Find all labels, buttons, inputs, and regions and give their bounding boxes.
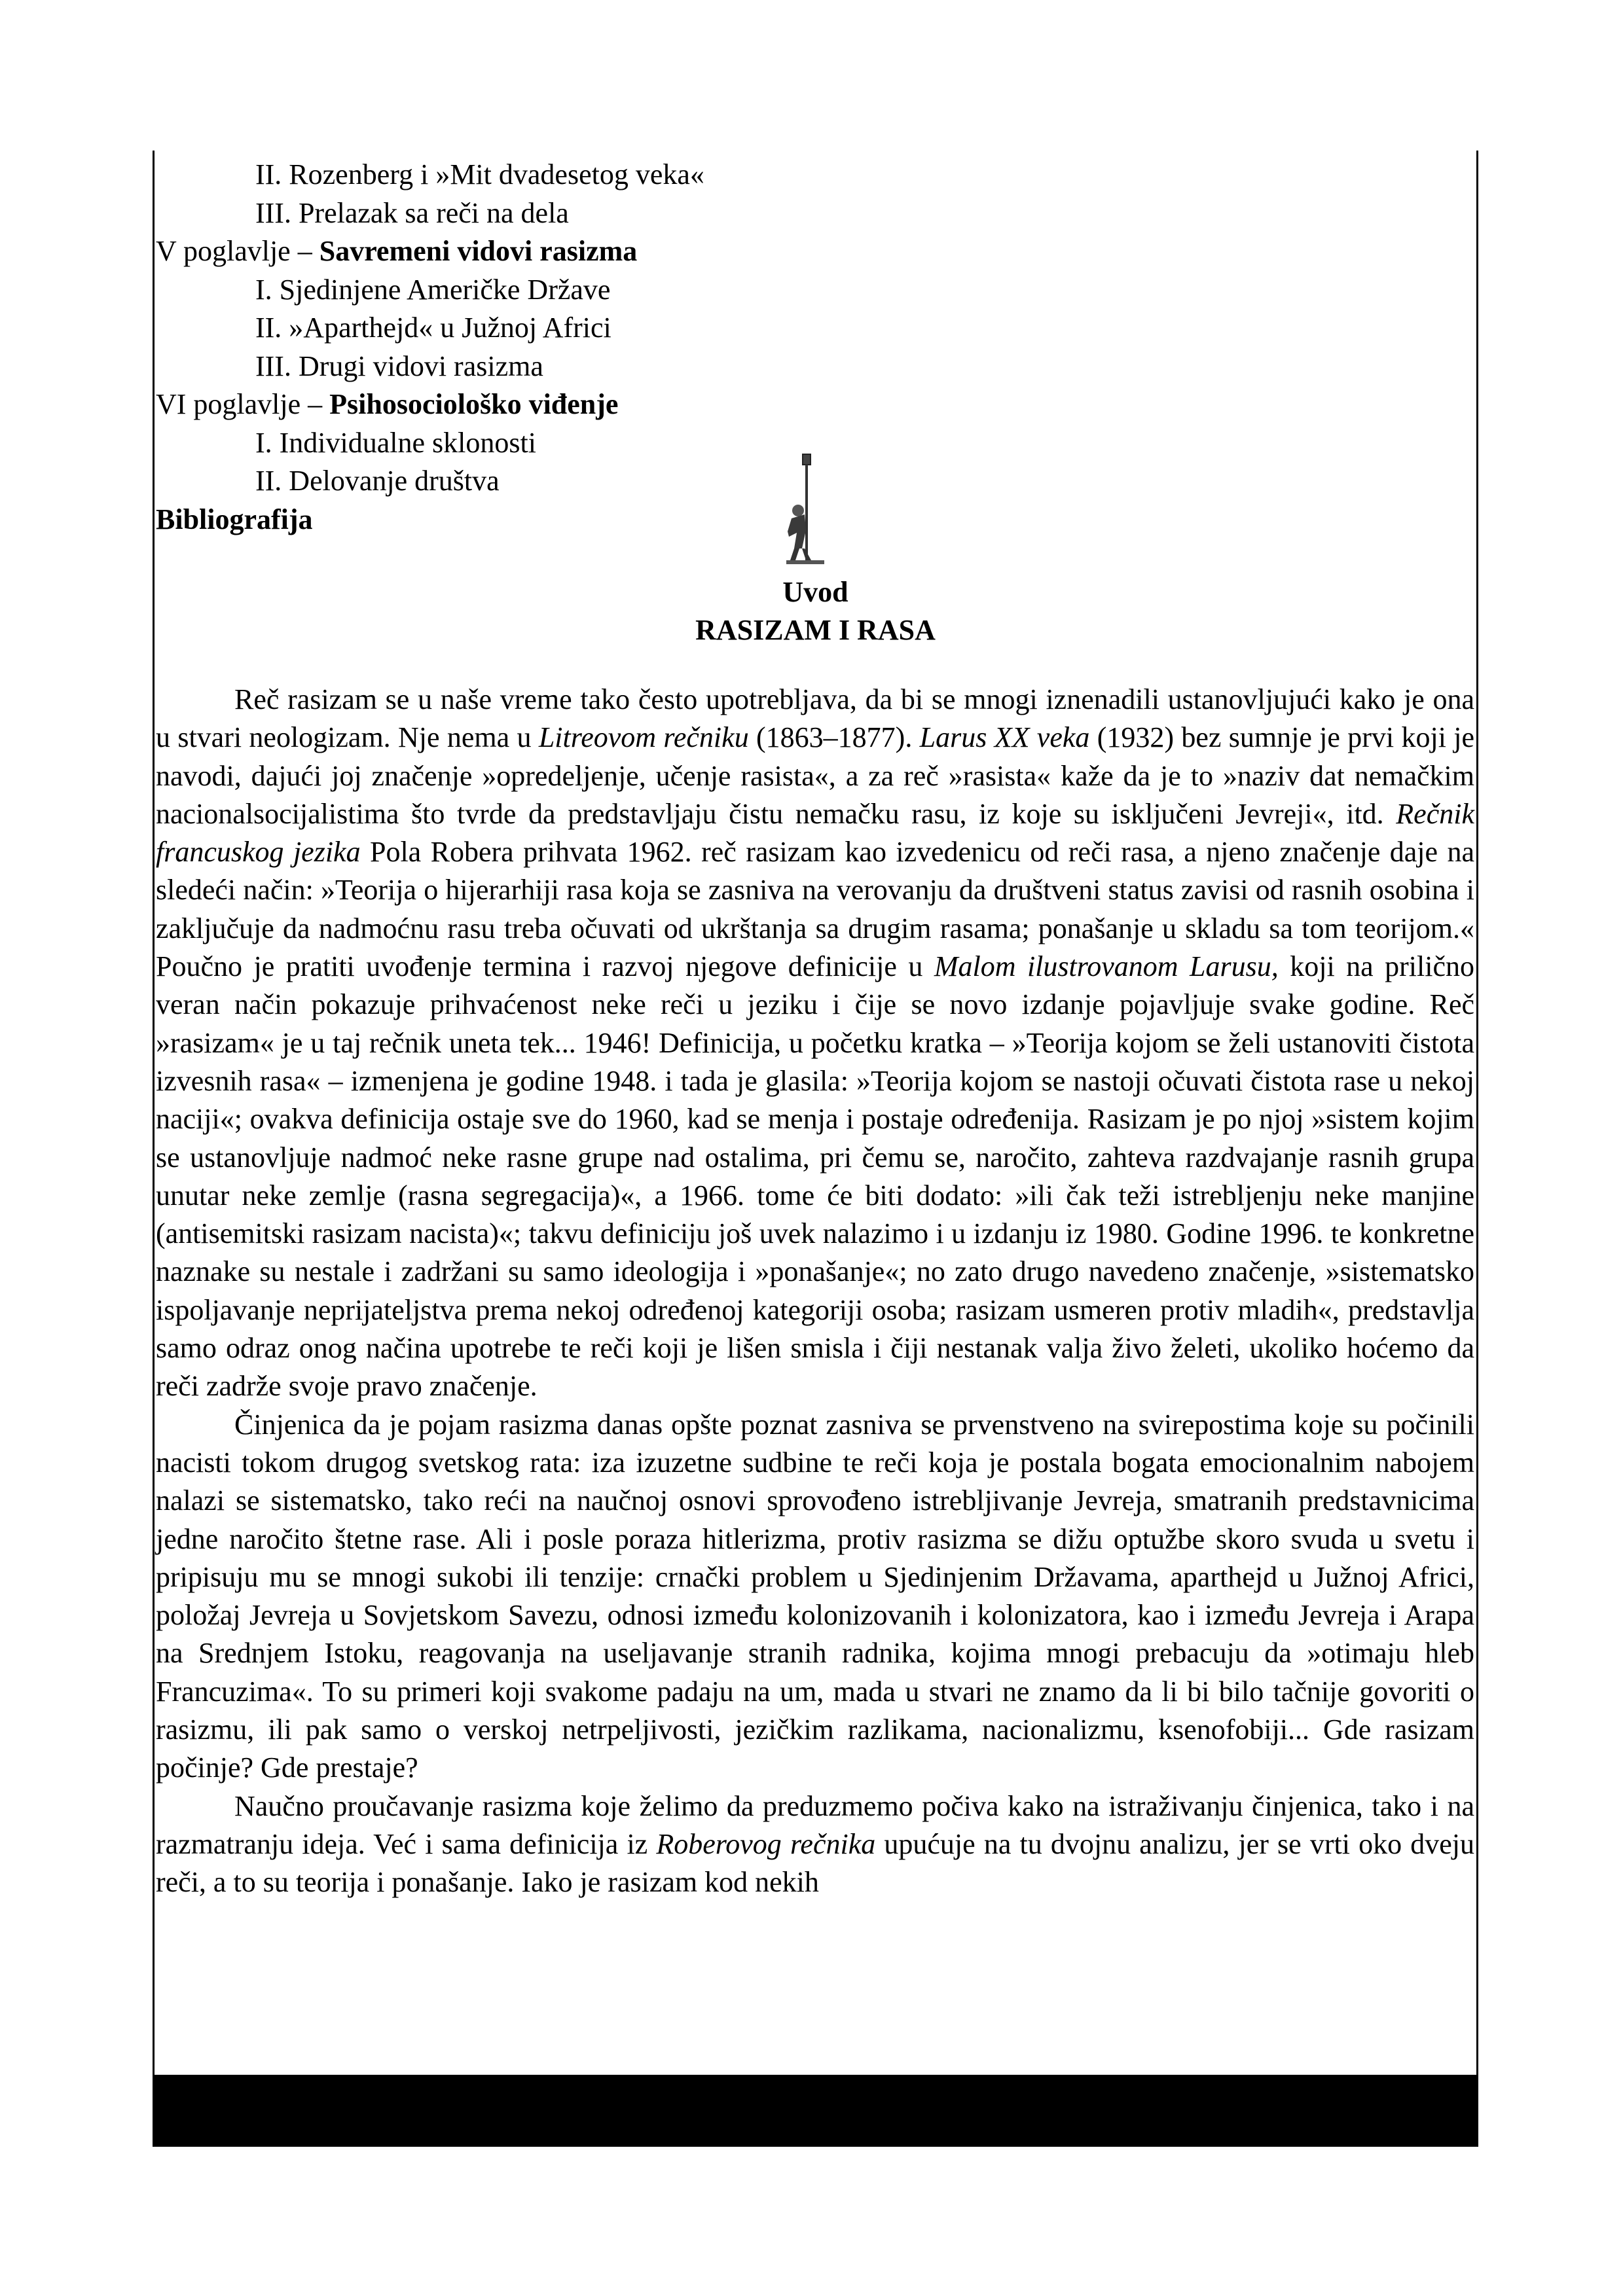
text-run: Pola Robera prihvata 1962. reč rasizam kao izvedenicu od reči rasa, a njeno značenje daje na sledeći način: »Teorija o hijerarhiji rasa koja se zasniva na verovanju da društveni status zavisi od rasnih osobina i zaključuje da nadmoćnu rasu treba očuvati od ukrštanja sa drugim rasama; ponašanje u skladu sa tom teorijom.« Poučno je pratiti uvođenje termina i razvoj njegove definicije u [156, 836, 1474, 983]
paragraph [156, 681, 1474, 1406]
toc-item: I. Individualne sklonosti [255, 426, 536, 459]
text-run: Reč rasizam se u naše vreme tako često upotrebljava, da bi se mnogi iznenadili ustanovljujući kako je ona u stvari neologizam. Nje nema u [156, 683, 1474, 754]
text-run: upućuje na tu dvojnu analizu, jer se vrti oko dveju reči, a to su teorija i ponašanje. Iako je rasizam kod nekih [156, 1827, 1474, 1899]
text-run: (1932) bez sumnje je prvi koji je navodi, dajući joj značenje »opredeljenje, učenje rasista«, a za reč »rasista« kaže da je to »naziv dat nemačkim nacionalsocijalistima što tvrde da predstavljaju čistu nemačku rasu, iz koje su isključeni Jevreji«, itd. [156, 721, 1474, 830]
italic-title: Larus XX veka [919, 721, 1090, 754]
toc-item: I. Sjedinjene Američke Države [255, 273, 611, 306]
italic-title: Rečnik francuskog jezika [156, 797, 1474, 869]
paragraph [156, 1787, 1474, 1902]
toc-chapter-prefix: VI poglavlje – [156, 388, 330, 420]
section-heading-title: RASIZAM I RASA [695, 614, 936, 646]
text-run: Naučno proučavanje rasizma koje želimo da preduzmemo počiva kako na istraživanju činjenica, tako i na razmatranju ideja. Već i sama definicija iz [156, 1789, 1474, 1860]
toc-chapter-heading [156, 386, 1472, 424]
toc-chapter-prefix: V poglavlje – [156, 235, 319, 267]
section-heading-intro: Uvod [782, 576, 848, 608]
italic-title: Litreovom rečniku [538, 721, 749, 754]
text-run: koji na prilično veran način pokazuje prihvaćenost neke reči u jeziku i čije se novo izdanje pojavljuje svake godine. Reč »rasizam« je u taj rečnik uneta tek... 1946! Definicija, u početku kratka – »Teorija kojom se želi ustanoviti čistota izvesnih rasa« – izmenjena je godine 1948. i tada je glasila: »Teorija kojom se nastoji očuvati čistota rase u nekoj naciji«; ovakva definicija ostaje sve do 1960, kad se menja i postaje određenija. Rasizam je po njoj »sistem kojim se ustanovljuje nadmoć neke rasne grupe nad ostalima, pri čemu se, naročito, zahteva razdvajanje rasnih grupa unutar neke zemlje (rasna segregacija)«, a 1966. tome će biti dodato: »ili čak teži istrebljenju neke manjine (antisemitski rasizam nacista)«; takvu definiciju još uvek nalazimo i u izdanju iz 1980. Godine 1996. te konkretne naznake su nestale i zadržani su samo ideologija i »ponašanje«; no zato drugo navedeno značenje, »sistematsko ispoljavanje neprijateljstva prema nekoj određenoj kategoriji osoba; rasizam usmeren protiv mladih«, predstavlja samo odraz onog načina upotrebe te reči koji je lišen smisla i čiji nestanak valja živo želeti, ukoliko hoćemo da reči zadrže svoje pravo značenje. [156, 950, 1475, 1403]
publisher-logo-icon [782, 450, 828, 568]
toc-item: II. Delovanje društva [255, 465, 500, 497]
toc-item: II. Rozenberg i »Mit dvadesetog veka« [255, 158, 704, 190]
toc-chapter-heading [156, 232, 1472, 271]
body-text [156, 681, 1474, 1902]
italic-title: Malom ilustrovanom Larusu, [934, 950, 1279, 983]
toc-item: III. Prelazak sa reči na dela [255, 196, 569, 229]
text-run: (1863–1877). [748, 721, 920, 754]
toc-item: II. »Aparthejd« u Južnoj Africi [255, 312, 611, 344]
paragraph: Činjenica da je pojam rasizma danas opšte poznat zasniva se prvenstveno na svirepostima koje su počinili nacisti tokom drugog svetskog rata: iza izuzetne sudbine te reči koja je postala bogata emocionalnim nabojem nalazi se sistematsko, tako reći na naučnoj osnovi sprovođeno istrebljivanje Jevreja, smatranih predstavnicima jedne naročito štetne rase. Ali i posle poraza hitlerizma, protiv rasizma se dižu optužbe skoro svuda u svetu i pripisuju mu se mnogi sukobi ili tenzije: crnački problem u Sjedinjenim Državama, aparthejd u Južnoj Africi, položaj Jevreja u Sovjetskom Savezu, odnosi između kolonizovanih i kolonizatora, kao i između Jevreja i Arapa na Srednjem Istoku, reagovanja na useljavanje stranih radnika, kojima mnogi prebacuju da »otimaju hleb Francuzima«. To su primeri koji svakome padaju na um, mada u stvari ne znamo da li bi bilo tačnije govoriti o rasizmu, ili pak samo o verskoj netrpeljivosti, jezičkim razlikama, nacionalizmu, ksenofobiji... Gde rasizam počinje? Gde prestaje? [156, 1408, 1474, 1784]
toc-bibliography-label: Bibliografija [156, 503, 313, 535]
page-frame-left-border [153, 151, 155, 2147]
italic-title: Roberovog rečnika [656, 1827, 876, 1860]
toc-chapter-title: Savremeni vidovi rasizma [319, 235, 638, 267]
toc-item: III. Drugi vidovi rasizma [255, 350, 543, 382]
page-frame-right-border [1476, 151, 1478, 2147]
toc-chapter-title: Psihosociološko viđenje [329, 388, 619, 420]
bottom-black-bar [153, 2075, 1478, 2147]
